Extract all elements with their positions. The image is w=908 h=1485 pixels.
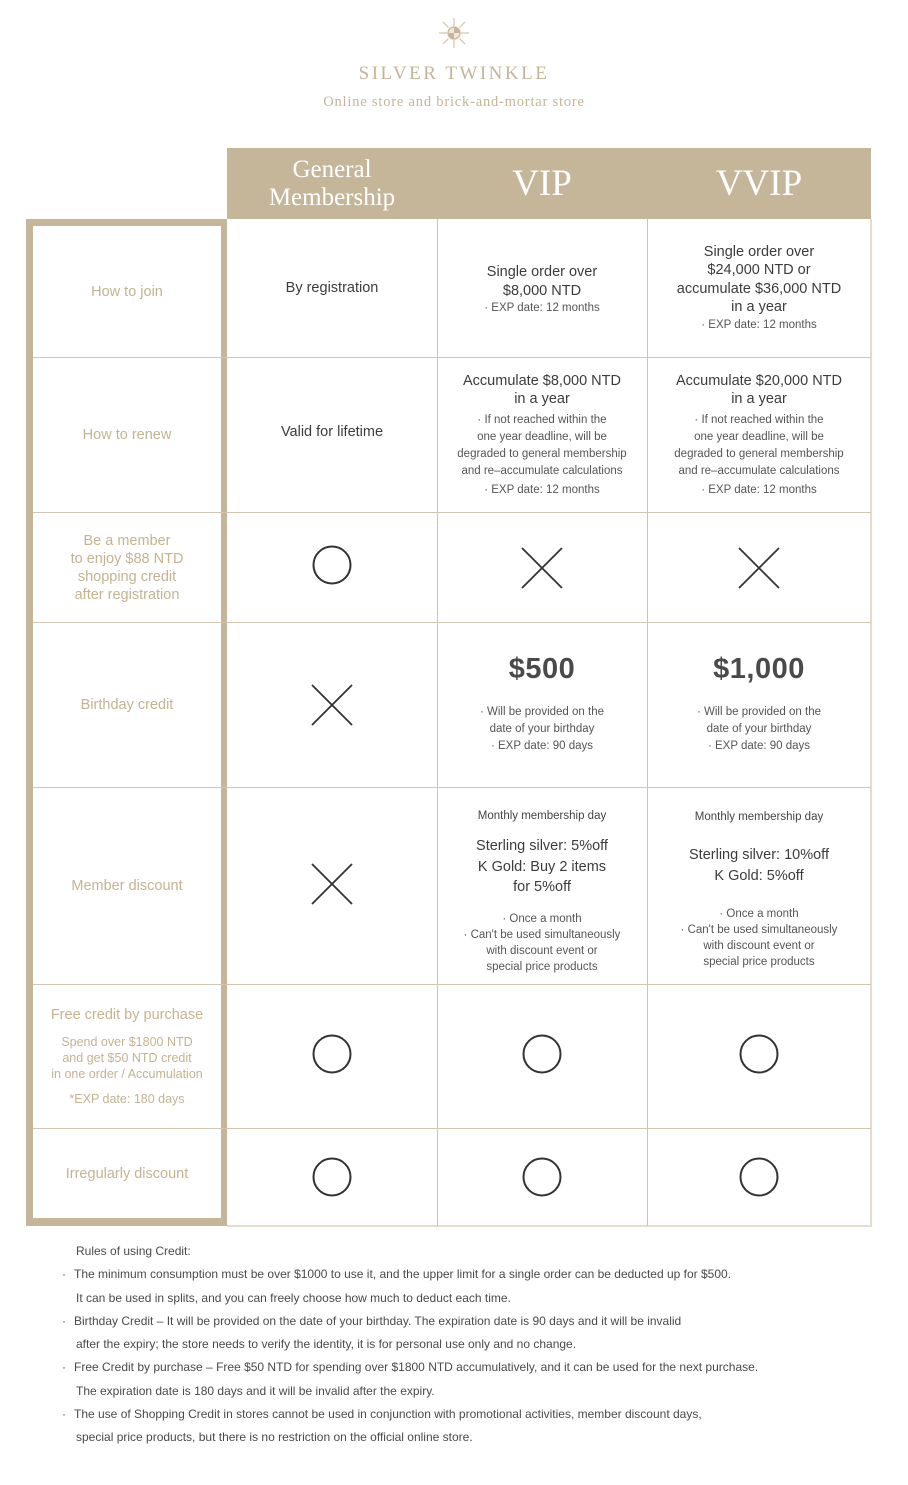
cell-main-line: accumulate $36,000 NTD [676, 280, 842, 297]
row-label-line: after registration [74, 586, 180, 603]
cell-free-credit-vvip [647, 985, 871, 1123]
cell-note: · Will be provided on the [696, 706, 821, 718]
tier-header-general [227, 148, 437, 219]
birthday-amount: $1,000 [713, 653, 805, 685]
cell-text: By registration [285, 279, 379, 296]
circle-icon [738, 1033, 780, 1075]
rule-line: Free Credit by purchase – Free $50 NTD for spending over $1800 NTD accumulatively, and it can be used for the next purchase. [74, 1360, 759, 1375]
tier-name-line: General [292, 155, 372, 183]
cell-note: · EXP date: 90 days [490, 740, 594, 752]
cell-free-credit-vip [437, 985, 647, 1123]
row-label-free-credit [27, 985, 227, 1128]
cell-main-line: Accumulate $20,000 NTD [675, 372, 843, 389]
row-label-line: in one order / Accumulation [51, 1067, 203, 1081]
rule-line: The use of Shopping Credit in stores cannot be used in conjunction with promotional activities, member discount days, [74, 1407, 702, 1422]
cell-note: with discount event or [486, 944, 598, 957]
cell-note: · Once a month [719, 908, 799, 920]
row-label-line: Be a member [83, 532, 171, 549]
cell-irregular-general [227, 1129, 437, 1225]
cell-signup-vvip [647, 513, 871, 622]
cell-main-line: in a year [731, 299, 787, 315]
rule-item [62, 1263, 758, 1310]
rule-line: Birthday Credit – It will be provided on the date of your birthday. The expiration date is 90 days and it will be invalid [74, 1313, 682, 1328]
cell-main-line: $8,000 NTD [502, 282, 582, 299]
cell-discount-general [227, 788, 437, 980]
circle-icon [521, 1156, 563, 1198]
row-label-birthday-credit [33, 623, 221, 787]
cell-main-line: Accumulate $8,000 NTD [463, 372, 621, 389]
cell-main-line: in a year [731, 391, 787, 407]
rule-line: after the expiry; the store needs to verify the identity, it is for personal use only and no change. [76, 1337, 577, 1352]
bullet: · [62, 1313, 66, 1328]
cross-icon [311, 684, 353, 726]
row-label-text: How to renew [82, 427, 172, 443]
cell-note: · EXP date: 12 months [484, 302, 600, 314]
cell-main-line: Single order over [486, 264, 598, 280]
cell-note: special price products [703, 956, 815, 968]
sun-icon [438, 17, 470, 49]
row-label-signup-credit [33, 513, 221, 622]
tier-header-vip [437, 148, 647, 219]
cell-note: degraded to general membership [457, 447, 627, 460]
cell-text: Valid for lifetime [280, 423, 384, 440]
row-label-text: How to join [91, 283, 163, 300]
cell-note: one year deadline, will be [477, 430, 607, 443]
rule-item [62, 1356, 758, 1403]
cell-discount-vip [437, 788, 647, 984]
row-label-text: Member discount [71, 878, 183, 894]
cross-icon [521, 547, 563, 589]
brand-name: SILVER TWINKLE [358, 63, 550, 84]
cell-note: · Can't be used simultaneously [680, 924, 838, 936]
bullet: · [62, 1407, 66, 1422]
circle-icon [311, 544, 353, 586]
cell-note: · Can't be used simultaneously [463, 928, 621, 941]
cell-main-line: K Gold: 5%off [714, 867, 804, 884]
cell-main-line: Single order over [703, 243, 815, 260]
circle-icon [311, 1156, 353, 1198]
cell-join-vvip [647, 219, 871, 357]
cell-subheading: Monthly membership day [477, 810, 607, 822]
rules-title: Rules of using Credit: [76, 1244, 191, 1258]
cell-renew-general [227, 358, 437, 506]
cell-main-line: $24,000 NTD or [707, 262, 811, 278]
tier-name: VIP [512, 163, 572, 204]
cell-join-general [227, 219, 437, 357]
bullet: · [62, 1360, 66, 1375]
cell-note: · EXP date: 12 months [484, 483, 600, 496]
bullet: · [62, 1267, 66, 1282]
row-label-text: Free credit by purchase [50, 1007, 204, 1023]
tier-name: VVIP [715, 163, 803, 204]
cell-irregular-vip [437, 1129, 647, 1225]
cell-main-line: Sterling silver: 5%off [476, 838, 608, 854]
cell-note: · EXP date: 12 months [701, 318, 817, 331]
row-label-line: Spend over $1800 NTD [61, 1035, 193, 1049]
row-label-irregular-discount [33, 1129, 221, 1218]
cell-signup-vip [437, 513, 647, 622]
cross-icon [738, 547, 780, 589]
cell-join-vip [437, 219, 647, 359]
cell-note: · EXP date: 90 days [707, 740, 811, 752]
birthday-amount: $500 [508, 653, 576, 685]
cell-note: and re–accumulate calculations [461, 464, 623, 477]
cell-main-line: Sterling silver: 10%off [689, 847, 829, 863]
cell-note: and re–accumulate calculations [678, 464, 840, 477]
cell-irregular-vvip [647, 1129, 871, 1225]
cell-note: degraded to general membership [674, 447, 844, 460]
row-label-member-discount [33, 788, 221, 984]
rule-item [62, 1310, 758, 1357]
row-label-how-to-join [33, 226, 221, 357]
row-label-text: Birthday credit [80, 697, 174, 713]
rule-item [62, 1403, 758, 1450]
cell-note: · EXP date: 12 months [701, 483, 817, 496]
row-label-exp: *EXP date: 180 days [69, 1092, 185, 1106]
cell-main-line: for 5%off [513, 879, 571, 895]
circle-icon [738, 1156, 780, 1198]
cell-note: · If not reached within the [477, 413, 607, 426]
rule-line: special price products, but there is no restriction on the official online store. [76, 1430, 473, 1445]
row-label-text: Irregularly discount [65, 1165, 189, 1182]
cell-renew-vip [437, 358, 647, 512]
cell-signup-general [227, 513, 437, 617]
cell-note: date of your birthday [706, 723, 812, 735]
cell-note: · Once a month [502, 912, 582, 925]
cell-main-line: in a year [514, 391, 570, 407]
cell-note: · If not reached within the [694, 413, 824, 426]
cell-birthday-vip [437, 623, 647, 785]
credit-rules [62, 1240, 758, 1450]
cell-birthday-general [227, 623, 437, 787]
cell-discount-vvip [647, 788, 871, 984]
cell-note: date of your birthday [489, 723, 595, 735]
rule-line: It can be used in splits, and you can freely choose how much to deduct each time. [76, 1290, 511, 1305]
tier-name-line: Membership [268, 183, 396, 211]
cell-note: special price products [486, 960, 598, 973]
row-label-line: to enjoy $88 NTD [70, 550, 184, 567]
row-label-how-to-renew [33, 358, 221, 512]
row-label-line: and get $50 NTD credit [62, 1051, 192, 1065]
cell-note: one year deadline, will be [694, 430, 824, 443]
circle-icon [311, 1033, 353, 1075]
cell-main-line: K Gold: Buy 2 items [477, 858, 607, 875]
circle-icon [521, 1033, 563, 1075]
brand-tagline: Online store and brick-and-mortar store [323, 94, 585, 110]
cell-subheading: Monthly membership day [694, 811, 824, 823]
row-label-line: shopping credit [77, 568, 177, 585]
rule-line: The expiration date is 180 days and it will be invalid after the expiry. [76, 1383, 435, 1398]
cell-renew-vvip [647, 358, 871, 512]
cell-note: with discount event or [703, 940, 815, 952]
cell-free-credit-general [227, 985, 437, 1123]
cross-icon [311, 863, 353, 905]
tier-header-vvip [647, 148, 871, 219]
cell-birthday-vvip [647, 623, 871, 785]
rule-line: The minimum consumption must be over $1000 to use it, and the upper limit for a single order can be deducted up for $500. [74, 1267, 732, 1282]
cell-note: · Will be provided on the [479, 706, 604, 718]
